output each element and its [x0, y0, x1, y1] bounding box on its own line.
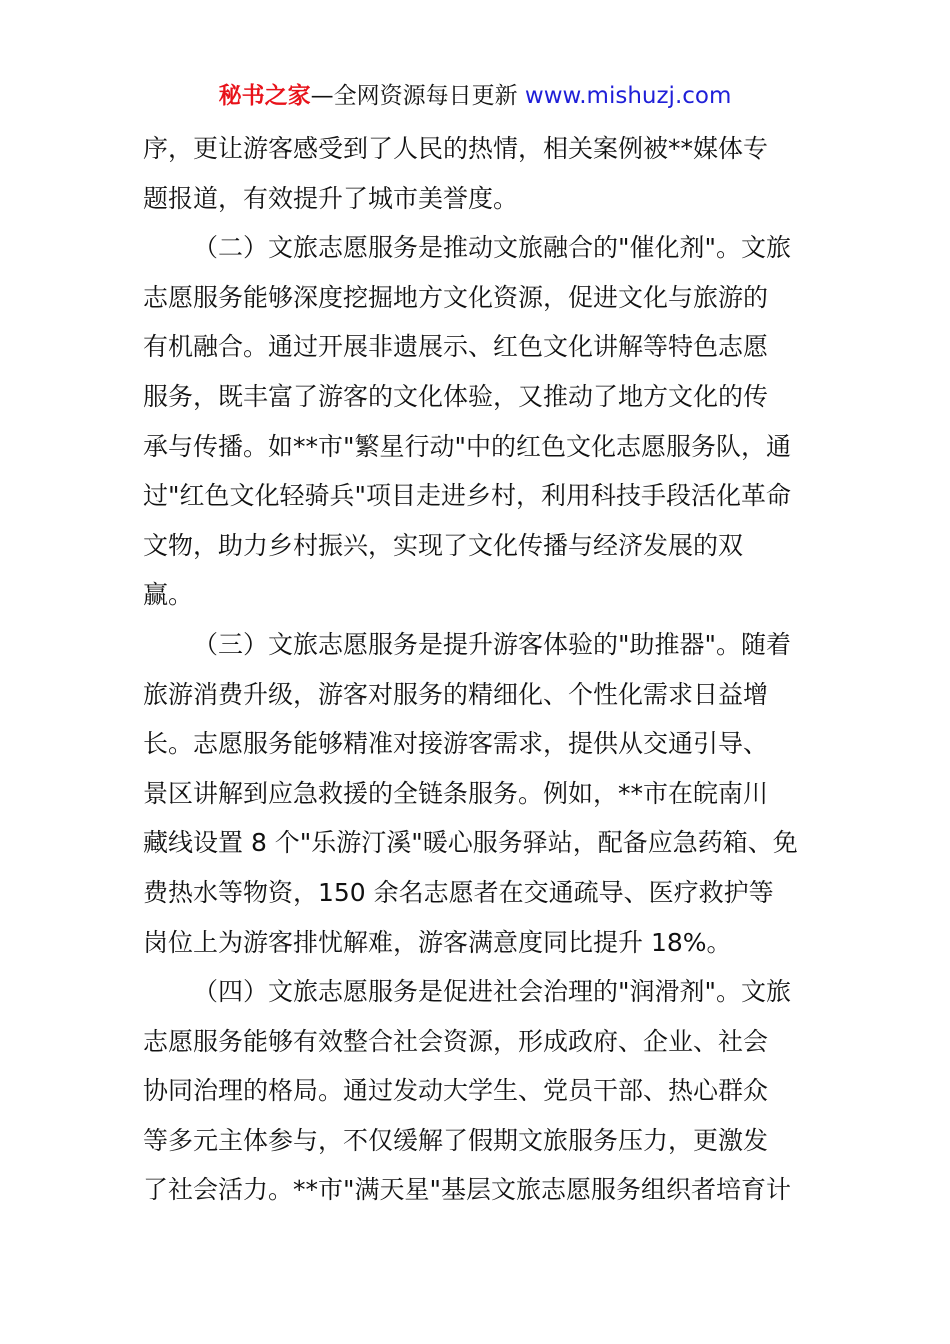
- text-line: 有机融合。通过开展非遗展示、红色文化讲解等特色志愿: [143, 332, 769, 362]
- site-url: www.mishuzj.com: [524, 83, 732, 109]
- text-line: 藏线设置 8 个"乐游汀溪"暖心服务驿站，配备应急药箱、免: [143, 828, 798, 858]
- page-header: [0, 81, 950, 111]
- text-line: 志愿服务能够有效整合社会资源，形成政府、企业、社会: [143, 1026, 769, 1056]
- document-body: [143, 124, 807, 1215]
- text-line: 服务，既丰富了游客的文化体验，又推动了地方文化的传: [143, 381, 769, 411]
- brand-name: 秘书之家: [218, 83, 311, 109]
- text-line: 长。志愿服务能够精准对接游客需求，提供从交通引导、: [143, 729, 769, 759]
- text-line: 旅游消费升级，游客对服务的精细化、个性化需求日益增: [143, 679, 769, 709]
- paragraph-heading-line: （二）文旅志愿服务是推动文旅融合的"催化剂"。文旅: [193, 233, 792, 263]
- text-line: 文物，助力乡村振兴，实现了文化传播与经济发展的双: [143, 530, 744, 560]
- paragraph-heading-line: （三）文旅志愿服务是提升游客体验的"助推器"。随着: [193, 629, 792, 659]
- text-line: 等多元主体参与，不仅缓解了假期文旅服务压力，更激发: [143, 1125, 769, 1155]
- text-line: 志愿服务能够深度挖掘地方文化资源，促进文化与旅游的: [143, 282, 769, 312]
- text-line: 赢。: [143, 580, 194, 610]
- text-line: 了社会活力。**市"满天星"基层文旅志愿服务组织者培育计: [143, 1175, 792, 1205]
- text-line: 序，更让游客感受到了人民的热情，相关案例被**媒体专: [143, 134, 769, 163]
- text-line: 承与传播。如**市"繁星行动"中的红色文化志愿服务队，通: [143, 431, 792, 461]
- text-line: 协同治理的格局。通过发动大学生、党员干部、热心群众: [143, 1076, 769, 1106]
- text-line: 岗位上为游客排忧解难，游客满意度同比提升 18%。: [143, 927, 732, 957]
- header-tagline: —全网资源每日更新: [310, 83, 518, 109]
- paragraph-heading-line: （四）文旅志愿服务是促进社会治理的"润滑剂"。文旅: [193, 977, 792, 1007]
- text-line: 题报道，有效提升了城市美誉度。: [143, 183, 519, 213]
- text-line: 过"红色文化轻骑兵"项目走进乡村，利用科技手段活化革命: [143, 481, 792, 511]
- text-line: 费热水等物资，150 余名志愿者在交通疏导、医疗救护等: [143, 877, 774, 907]
- text-line: 景区讲解到应急救援的全链条服务。例如，**市在皖南川: [143, 778, 769, 808]
